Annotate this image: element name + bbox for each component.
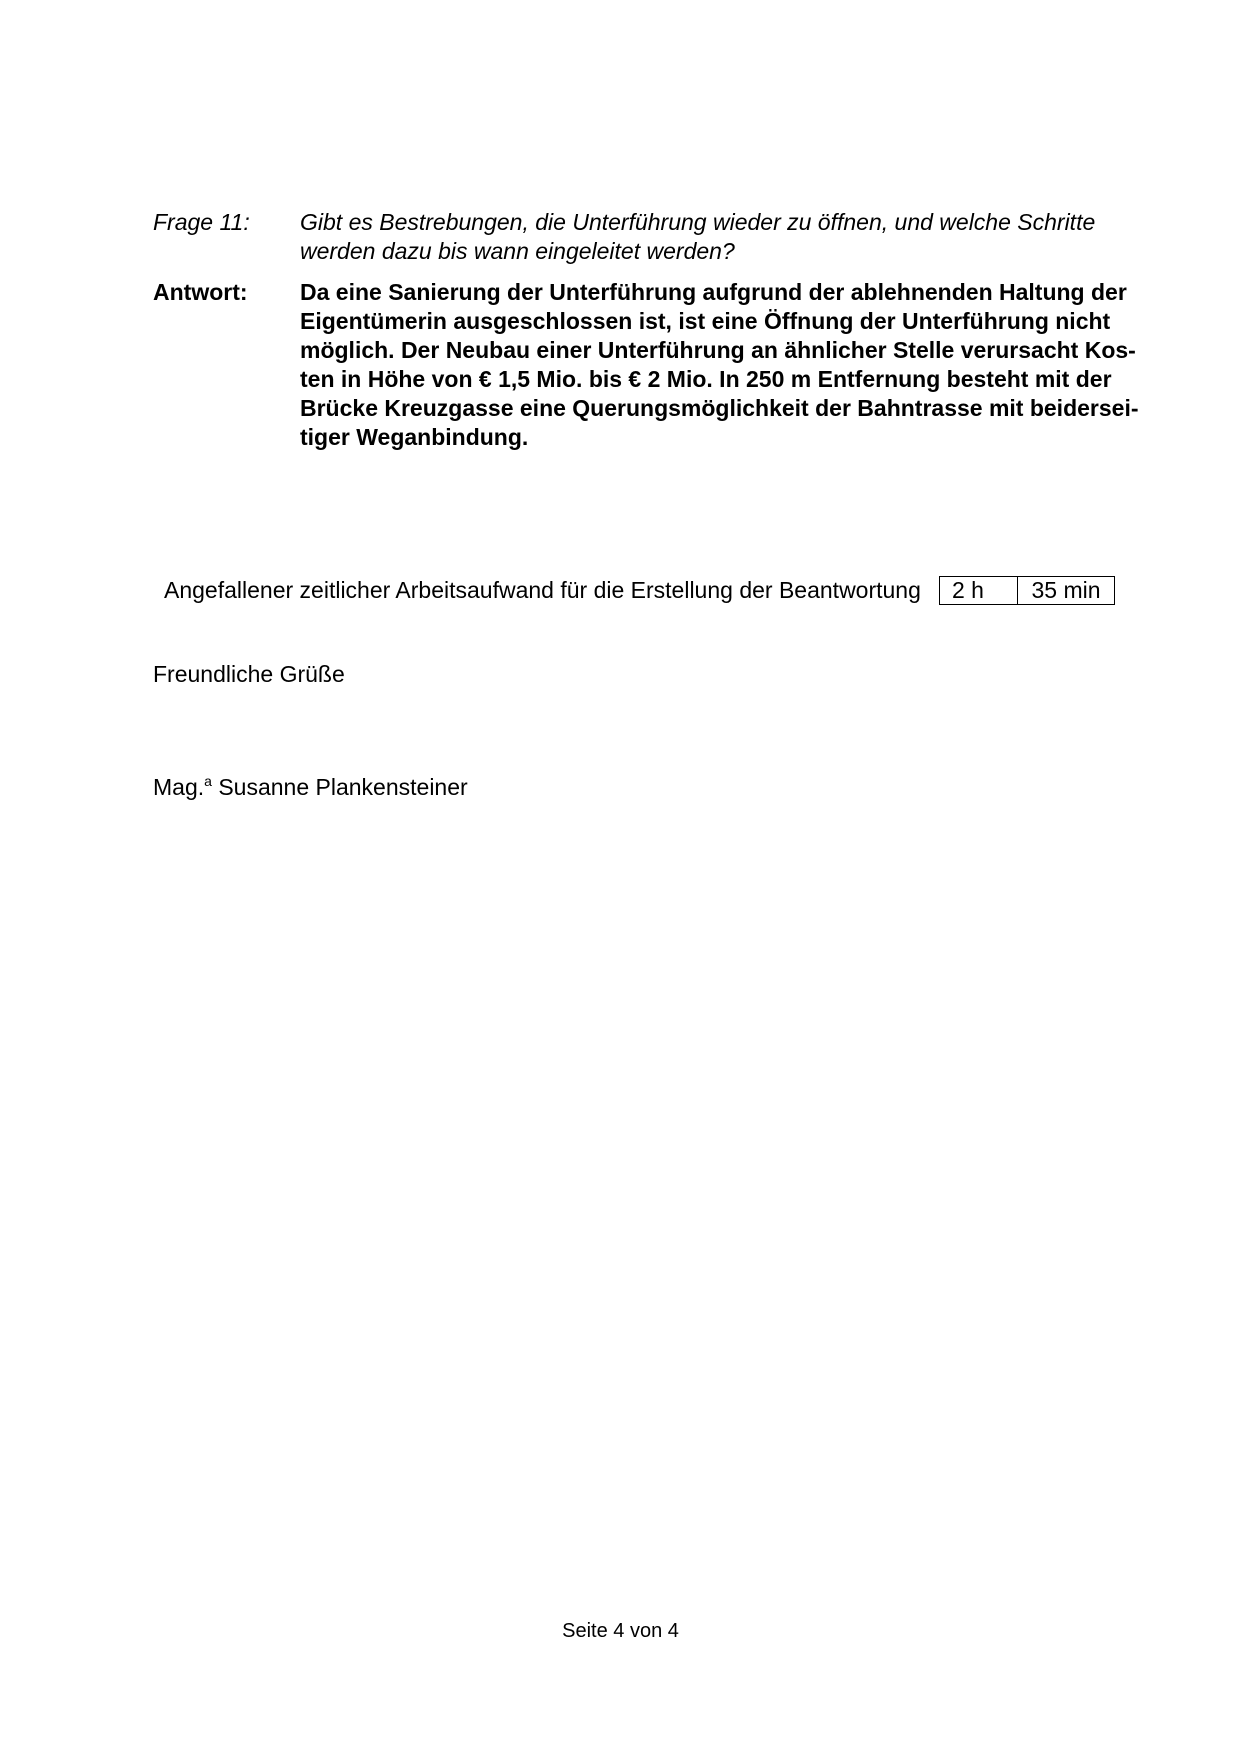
answer-line: Brücke Kreuzgasse eine Querungsmöglichkeit der Bahntrasse mit beidersei- [300,395,1139,421]
closing-greeting: Freundliche Grüße [153,661,345,687]
question-line: werden dazu bis wann eingeleitet werden? [300,238,735,264]
answer-line: Da eine Sanierung der Unterführung aufgrund der ablehnenden Haltung der [300,279,1127,305]
question-block [153,208,1143,266]
effort-label: Angefallener zeitlicher Arbeitsaufwand für die Erstellung der Beantwortung [164,577,921,603]
signature-title-superscript: a [204,773,212,789]
effort-row [164,576,921,605]
answer-block [153,278,1143,452]
signature [153,773,468,802]
question-text [300,208,1140,266]
answer-label: Antwort: [153,279,248,305]
effort-time-table [939,576,1115,605]
effort-hours-cell: 2 h [940,577,1018,604]
answer-line: tiger Weganbindung. [300,424,529,450]
answer-line: möglich. Der Neubau einer Unterführung an ähnlicher Stelle verursacht Kos- [300,337,1136,363]
effort-minutes-cell: 35 min [1031,577,1101,603]
question-label: Frage 11: [153,209,250,235]
signature-title: Mag. [153,774,205,800]
page-number-footer: Seite 4 von 4 [562,1620,679,1642]
answer-line: Eigentümerin ausgeschlossen ist, ist eine Öffnung der Unterführung nicht [300,308,1111,334]
question-line: Gibt es Bestrebungen, die Unterführung wieder zu öffnen, und welche Schritte [300,209,1096,235]
signature-name: Susanne Plankensteiner [211,774,468,800]
answer-line: ten in Höhe von € 1,5 Mio. bis € 2 Mio. In 250 m Entfernung besteht mit der [300,366,1112,392]
answer-text [300,278,1140,452]
